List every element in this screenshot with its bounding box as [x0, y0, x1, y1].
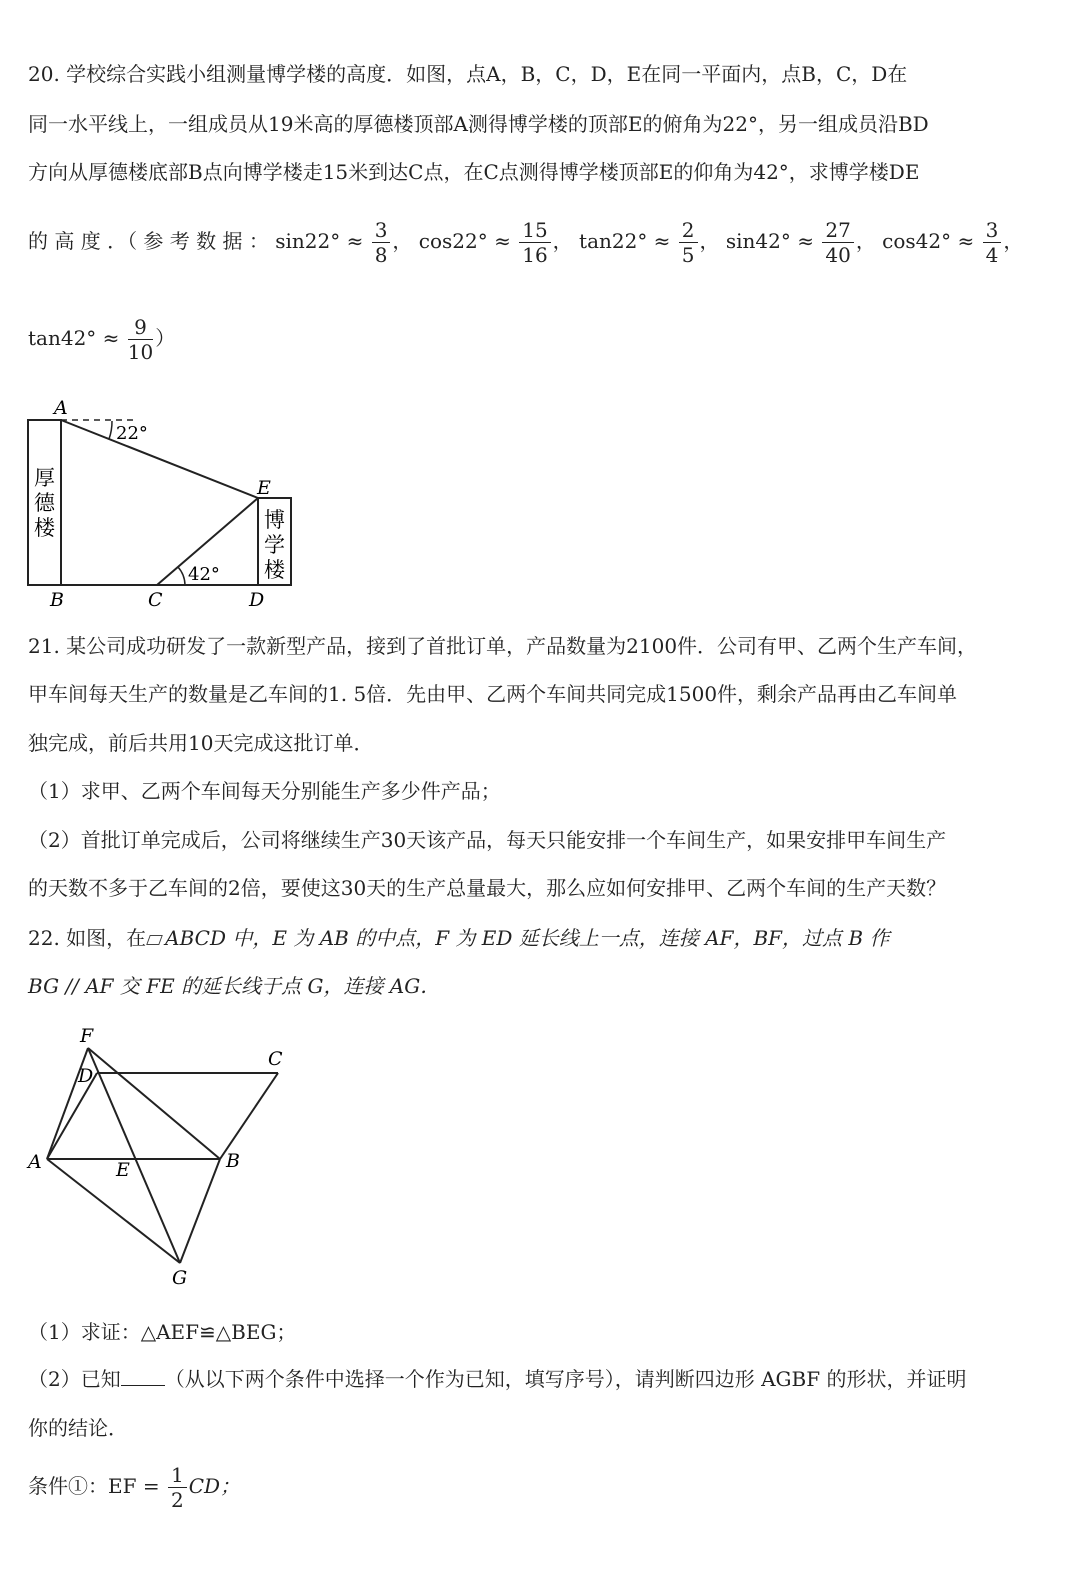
- label-f: F: [80, 1025, 94, 1047]
- angle-42-arc: [178, 567, 185, 585]
- q20-line3: 方向从厚德楼底部B点向博学楼走15米到达C点，在C点测得博学楼顶部E的仰角为42°，求博学楼DE: [28, 160, 920, 184]
- sin42-fraction: $\frac{27}{40}$: [822, 218, 853, 267]
- parallelogram-icon: [146, 935, 163, 945]
- houde-char-1: 厚: [34, 466, 55, 490]
- cos22-label: cos22° ≈: [418, 229, 511, 253]
- tan22-label: tan22° ≈: [579, 229, 671, 253]
- condition-1-fraction: $\frac{1}{2}$: [168, 1463, 187, 1512]
- q22-line1: 22. 如图，在 ABCD 中，E 为 AB 的中点，F 为 ED 延长线上一点，连接 AF，BF，过点 B 作: [28, 926, 890, 950]
- q22-condition-1: 条件①：EF = $\frac{1}{2}$ CD；: [28, 1463, 241, 1512]
- q21-part2-line1: （2）首批订单完成后，公司将继续生产30天该产品，每天只能安排一个车间生产，如果安排甲车间生产: [28, 828, 947, 852]
- q22-part2-line2: 你的结论．: [28, 1416, 128, 1440]
- q21-line3: 独完成，前后共用10天完成这批订单．: [28, 731, 374, 755]
- line-fg: [88, 1048, 180, 1263]
- q22-line2: BG // AF 交 FE 的延长线于点 G，连接 AG．: [28, 974, 441, 998]
- q20-figure: [20, 395, 310, 615]
- line-bg: [180, 1159, 220, 1263]
- q20-line1: 20. 学校综合实践小组测量博学楼的高度．如图，点A，B，C，D，E在同一平面内，点B，C，D在: [28, 62, 908, 86]
- line-ag: [47, 1159, 180, 1263]
- angle-42-label: 42°: [188, 564, 220, 585]
- label-c: C: [148, 589, 163, 611]
- boxue-char-2: 学: [264, 533, 285, 557]
- q22-figure: [20, 1018, 310, 1288]
- label-e: E: [257, 477, 271, 499]
- label-d: D: [78, 1065, 94, 1087]
- label-g: G: [172, 1267, 188, 1288]
- angle-22-label: 22°: [116, 423, 148, 444]
- cos42-fraction: $\frac{3}{4}$: [983, 218, 1002, 267]
- cos42-label: cos42° ≈: [882, 229, 975, 253]
- q22-part1: （1）求证：△AEF≌△BEG；: [28, 1320, 297, 1344]
- boxue-char-3: 楼: [264, 558, 285, 582]
- tan22-fraction: $\frac{2}{5}$: [679, 218, 698, 267]
- q21-part1: （1）求甲、乙两个车间每天分别能生产多少件产品；: [28, 779, 501, 803]
- sin22-label: sin22° ≈: [275, 229, 364, 253]
- tan42-fraction: $\frac{9}{10}$: [127, 315, 154, 364]
- label-d: D: [249, 589, 265, 611]
- q20-reference-tan42: tan42° ≈ $\frac{9}{10}$ ）: [28, 315, 176, 364]
- line-ae: [61, 420, 258, 498]
- sin42-label: sin42° ≈: [725, 229, 814, 253]
- label-e: E: [116, 1159, 130, 1181]
- cos22-fraction: $\frac{15}{16}$: [519, 218, 550, 267]
- label-c: C: [268, 1048, 283, 1070]
- q22-part2-line1: （2）已知 （从以下两个条件中选择一个作为已知，填写序号），请判断四边形 AGBF 的形状，并证明: [28, 1367, 967, 1391]
- q20-ref-prefix: 的 高 度 ．（ 参 考 数 据 ：: [28, 229, 269, 253]
- tan42-label: tan42° ≈: [28, 326, 120, 350]
- label-b: B: [50, 589, 64, 611]
- label-a: A: [54, 397, 68, 419]
- q21-part2-line2: 的天数不多于乙车间的2倍，要使这30天的生产总量最大，那么应如何安排甲、乙两个车间的生产天数？: [28, 876, 947, 900]
- sin22-fraction: $\frac{3}{8}$: [372, 218, 391, 267]
- houde-char-2: 德: [34, 491, 55, 515]
- q21-line2: 甲车间每天生产的数量是乙车间的1. 5倍．先由甲、乙两个车间共同完成1500件，剩余产品再由乙车间单: [28, 682, 958, 706]
- q20-line2: 同一水平线上，一组成员从19米高的厚德楼顶部A测得博学楼的顶部E的俯角为22°，另一组成员沿BD: [28, 112, 929, 136]
- boxue-char-1: 博: [264, 508, 285, 532]
- houde-char-3: 楼: [34, 516, 55, 540]
- angle-22-arc: [109, 421, 112, 439]
- line-fb: [88, 1048, 220, 1159]
- q20-reference-data: 的 高 度 ．（ 参 考 数 据 ： sin22° ≈ $\frac{3}{8}$ ， cos22° ≈ $\frac{15}{16}$ ， tan22° ≈ $\frac{2}{5}$ ， sin42° ≈ $\frac{27}{40}$ ， cos42° ≈ $\frac{3}{4}$ ，: [28, 218, 1024, 267]
- label-b: B: [226, 1150, 240, 1172]
- label-a: A: [28, 1151, 42, 1173]
- line-cb: [220, 1073, 278, 1159]
- q21-line1: 21. 某公司成功研发了一款新型产品，接到了首批订单，产品数量为2100件．公司有甲、乙两个生产车间，: [28, 634, 978, 658]
- answer-blank[interactable]: [121, 1367, 165, 1386]
